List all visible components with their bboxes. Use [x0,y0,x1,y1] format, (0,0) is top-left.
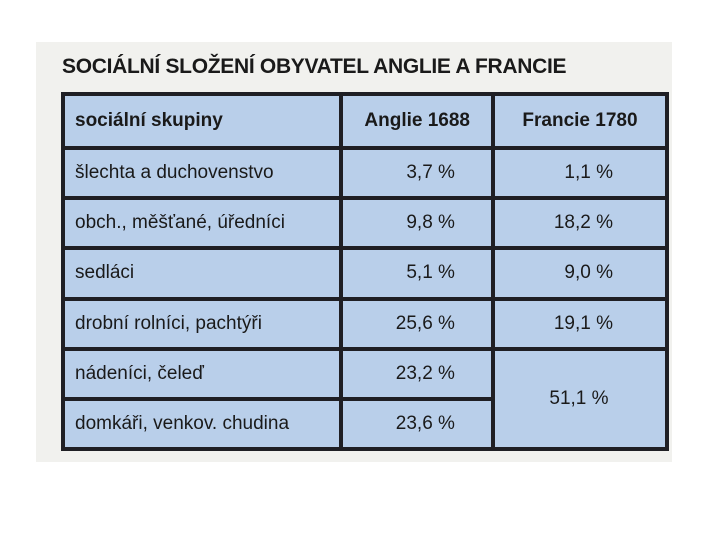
cell-group: drobní rolníci, pachtýři [63,299,341,349]
table-row [63,349,667,399]
cell-group: domkáři, venkov. chudina [63,399,341,449]
cell-group: obch., měšťané, úředníci [63,198,341,248]
social-composition-table [61,92,669,451]
cell-group: sedláci [63,248,341,298]
cell-england: 23,2 % [341,349,493,399]
cell-group: nádeníci, čeleď [63,349,341,399]
cell-france: 18,2 % [493,198,667,248]
data-table-container [61,92,669,451]
cell-france: 19,1 % [493,299,667,349]
table-row [63,198,667,248]
table-header-row [63,94,667,148]
cell-england: 9,8 % [341,198,493,248]
cell-england: 3,7 % [341,148,493,198]
header-france-1780: Francie 1780 [493,94,667,148]
cell-france: 9,0 % [493,248,667,298]
cell-france-merged: 51,1 % [493,349,667,449]
header-england-1688: Anglie 1688 [341,94,493,148]
cell-england: 25,6 % [341,299,493,349]
table-row [63,248,667,298]
cell-england: 5,1 % [341,248,493,298]
cell-group: šlechta a duchovenstvo [63,148,341,198]
cell-england: 23,6 % [341,399,493,449]
table-row [63,148,667,198]
table-row [63,299,667,349]
header-social-groups: sociální skupiny [63,94,341,148]
cell-france: 1,1 % [493,148,667,198]
page-title: SOCIÁLNÍ SLOŽENÍ OBYVATEL ANGLIE A FRANCIE [62,55,567,78]
